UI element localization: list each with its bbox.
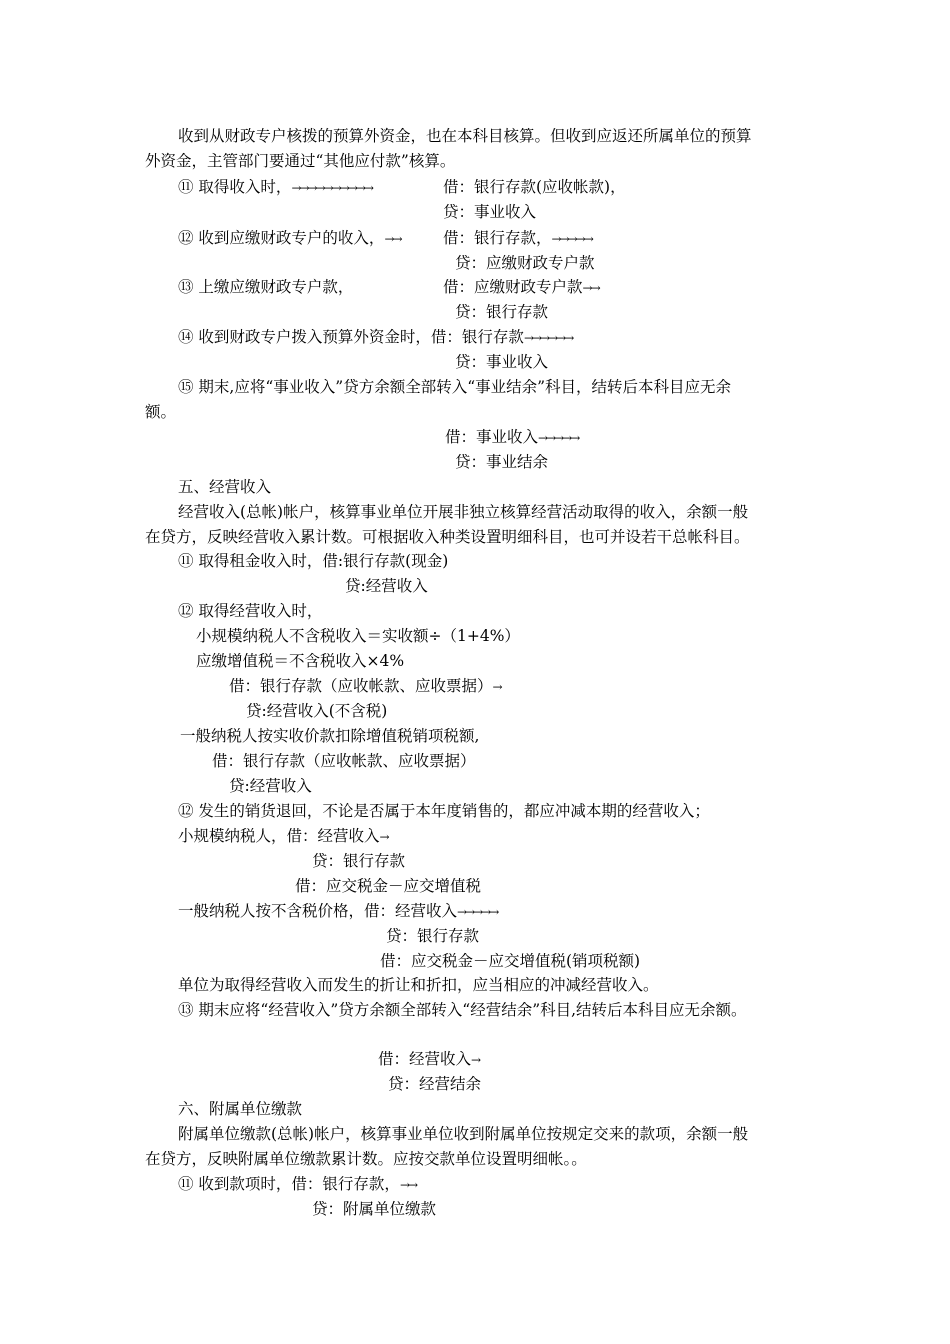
text-line: 在贷方，反映附属单位缴款累计数。应按交款单位设置明细帐。。 (145, 1150, 587, 1168)
text-line: ⑪ 收到款项时，借：银行存款，→→ (178, 1175, 417, 1193)
section-heading: 五、经营收入 (178, 478, 272, 496)
text-line: 借：银行存款，→→→→→ (443, 229, 592, 247)
text-line: 单位为取得经营收入而发生的折让和折扣，应当相应的冲减经营收入。 (178, 976, 659, 994)
arrow-marks: →→→→→ (457, 905, 498, 919)
text-line: 借：经营收入→ (378, 1050, 480, 1068)
section-heading: 六、附属单位缴款 (178, 1100, 303, 1118)
text-line: 小规模纳税人，借：经营收入→ (178, 827, 388, 845)
text-line: 收到从财政专户核拨的预算外资金，也在本科目核算。但收到应返还所属单位的预算 (178, 127, 752, 145)
text-line: ⑬ 期末应将“经营收入”贷方余额全部转入“经营结余”科目,结转后本科目应无余额。 (178, 1001, 747, 1019)
text-line: 贷：银行存款 (386, 927, 480, 945)
text-line: ⑪ 取得收入时，→→→→→→→→→→ (178, 178, 372, 196)
text-line: ⑫ 取得经营收入时， (178, 602, 323, 620)
text-line: 贷：经营结余 (388, 1075, 482, 1093)
text-line: ⑫ 收到应缴财政专户的收入，→→ (178, 229, 401, 247)
text-line: 借：事业收入→→→→→ (445, 428, 579, 446)
text-line: 贷：银行存款 (455, 303, 549, 321)
arrow-marks: →→→→→→→→→→ (291, 181, 372, 195)
text-line: 额。 (145, 403, 177, 421)
text-line: 借：应缴财政专户款→→ (443, 278, 599, 296)
text-line: 贷:经营收入 (345, 577, 428, 595)
text-line: ⑬ 上缴应缴财政专户款， (178, 278, 354, 296)
text-line: 应缴增值税＝不含税收入×4% (196, 652, 405, 670)
text-line: 在贷方，反映经营收入累计数。可根据收入种类设置明细科目，也可并设若干总帐科目。 (145, 528, 750, 546)
text-line: 贷：事业收入 (455, 353, 549, 371)
text-line: ⑮ 期末,应将“事业收入”贷方余额全部转入“事业结余”科目，结转后本科目应无余 (178, 378, 732, 396)
text-line: 一般纳税人按实收价款扣除增值税销项税额, (180, 727, 480, 745)
arrow-marks: →→ (399, 1178, 417, 1192)
text-line: 贷:经营收入(不含税) (246, 702, 388, 720)
text-line: 借：银行存款(应收帐款)， (443, 178, 626, 196)
arrow-marks: →→ (384, 232, 401, 246)
text-line: 借：应交税金－应交增值税 (295, 877, 482, 895)
text-line: 贷：事业收入 (443, 203, 537, 221)
text-line: 附属单位缴款(总帐)帐户，核算事业单位收到附属单位按规定交来的款项，余额一般 (178, 1125, 749, 1143)
text-line: 一般纳税人按不含税价格，借：经营收入→→→→→ (178, 902, 498, 920)
text-line: 借：银行存款（应收帐款、应收票据）→ (229, 677, 501, 695)
text-line: 贷:经营收入 (229, 777, 312, 795)
text-line: 经营收入(总帐)帐户，核算事业单位开展非独立核算经营活动取得的收入，余额一般 (178, 503, 749, 521)
text-line: ⑭ 收到财政专户拨入预算外资金时，借：银行存款→→→→→→ (178, 328, 573, 346)
text-line: 小规模纳税人不含税收入＝实收额÷（1+4%） (196, 627, 520, 645)
text-line: 贷：事业结余 (455, 453, 549, 471)
arrow-marks: →→→→→→ (523, 331, 573, 345)
text-line: 贷：应缴财政专户款 (455, 254, 595, 272)
text-line: 借：银行存款（应收帐款、应收票据） (212, 752, 476, 770)
text-line: 外资金，主管部门要通过“其他应付款”核算。 (145, 152, 456, 170)
arrow-marks: →→→→→ (551, 232, 592, 246)
text-line: 贷：附属单位缴款 (312, 1200, 437, 1218)
arrow-marks: →→→→→ (538, 431, 579, 445)
text-line: ⑫ 发生的销货退回，不论是否属于本年度销售的，都应冲减本期的经营收入； (178, 802, 710, 820)
arrow-marks: →→ (582, 281, 599, 295)
arrow-marks: → (379, 830, 388, 844)
text-line: 贷：银行存款 (312, 852, 406, 870)
arrow-marks: → (492, 680, 501, 694)
text-line: ⑪ 取得租金收入时，借:银行存款(现金) (178, 552, 449, 570)
text-line: 借：应交税金－应交增值税(销项税额) (380, 952, 641, 970)
arrow-marks: → (471, 1053, 480, 1067)
